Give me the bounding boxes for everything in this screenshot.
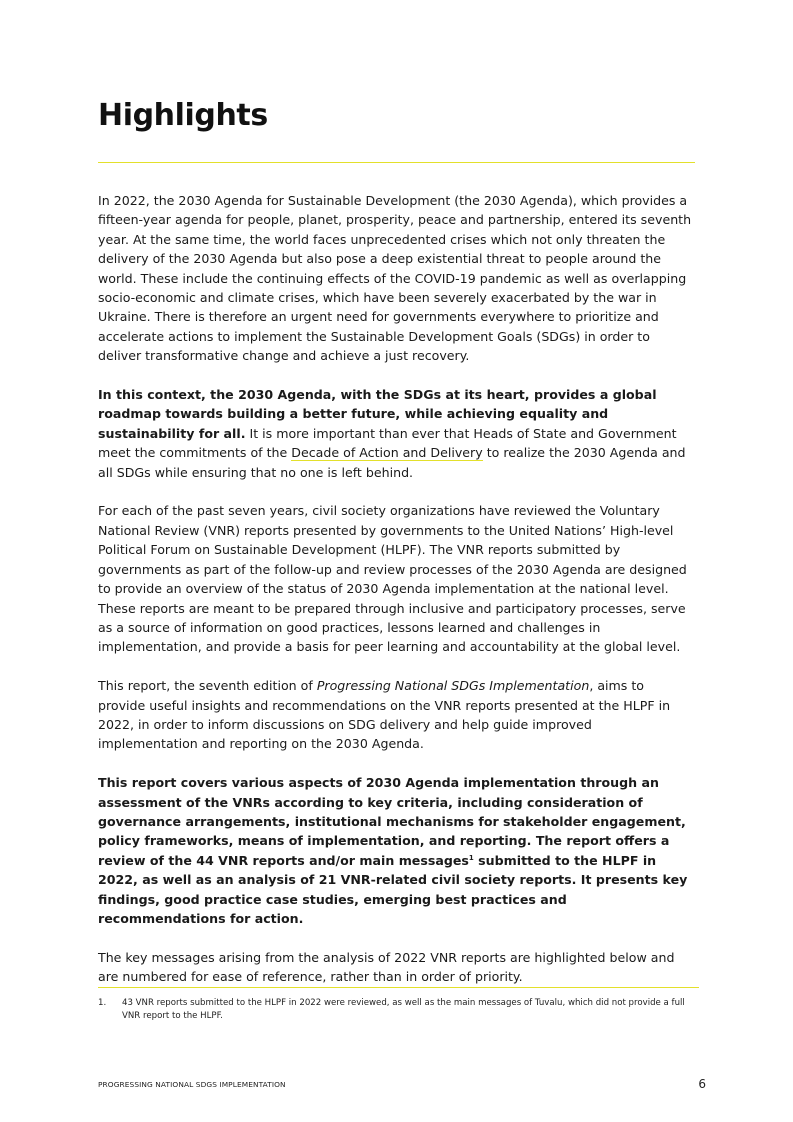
footnote-divider <box>98 987 699 988</box>
page-title: Highlights <box>98 98 268 133</box>
paragraph-intro: In 2022, the 2030 Agenda for Sustainable Development (the 2030 Agenda), which provides a fifteen-year agenda for people, planet, prosperity, peace and partnership, entered its seventh year. At the same time, the world faces unprecedented crises which not only threaten the delivery of the 2030 Agenda but also pose a deep existential threat to people around the world. These include the continuing effects of the COVID-19 pandemic as well as overlapping socio-economic and climate crises, which have been severely exacerbated by the war in Ukraine. There is therefore an urgent need for governments everywhere to prioritize and accelerate actions to implement the Sustainable Development Goals (SDGs) in order to deliver transformative change and achieve a just recovery. <box>98 193 692 364</box>
paragraph-vnr-review: For each of the past seven years, civil society organizations have reviewed the Voluntary National Review (VNR) reports presented by governments to the United Nations’ High-level Political Forum on Sustainable Development (HLPF). The VNR reports submitted by governments as part of the follow-up and review processes of the 2030 Agenda are designed to provide an overview of the status of 2030 Agenda implementation at the national level. These reports are meant to be prepared through inclusive and participatory processes, serve as a source of information on good practices, lessons learned and challenges in implementation, and provide a basis for peer learning and accountability at the global level. <box>98 503 687 655</box>
title-divider <box>98 162 695 163</box>
running-footer-title: PROGRESSING NATIONAL SDGS IMPLEMENTATION <box>98 1080 286 1089</box>
footnote <box>98 997 688 1023</box>
paragraph-report-scope-end: submitted to the HLPF in 2022, as well as an analysis of 21 VNR-related civil society reports. It presents key findings, good practice case studies, emerging best practices and recommendations for action. <box>98 852 688 926</box>
footnote-reference[interactable]: 1 <box>468 853 474 862</box>
report-title-italic: Progressing National SDGs Implementation <box>316 678 590 694</box>
page-number: 6 <box>698 1077 706 1091</box>
footnote-text: 43 VNR reports submitted to the HLPF in 2022 were reviewed, as well as the main messages of Tuvalu, which did not provide a full VNR report to the HLPF. <box>122 998 685 1021</box>
paragraph-report-scope-bold <box>98 775 687 926</box>
paragraph-context-bold: In this context, the 2030 Agenda, with the SDGs at its heart, provides a global roadmap towards building a better future, while achieving equality and sustainability for all. <box>98 387 657 441</box>
paragraph-context-text: It is more important than ever that Heads of State and Government meet the commitments of the <box>98 425 677 461</box>
body-text <box>98 191 695 1006</box>
paragraph-report-edition-start: This report, the seventh edition of <box>98 678 317 694</box>
paragraph-report-scope-start: This report covers various aspects of 2030 Agenda implementation through an assessment of the VNRs according to key criteria, including consideration of governance arrangements, institutional mechanisms for stakeholder engagement, policy frameworks, means of implementation, and reporting. The report offers a review of the 44 VNR reports and/or main messages <box>98 775 686 868</box>
paragraph-report-scope <box>98 773 695 928</box>
paragraph-context-text-end: to realize the 2030 Agenda and all SDGs while ensuring that no one is left behind. <box>98 445 686 480</box>
footnote-number: 1. <box>98 998 107 1008</box>
decade-of-action-link[interactable]: Decade of Action and Delivery <box>291 445 483 461</box>
paragraph-report-edition <box>98 676 695 754</box>
paragraph-report-edition-end: , aims to provide useful insights and recommendations on the VNR reports presented at the HLPF in 2022, in order to inform discussions on SDG delivery and help guide improved implementation and reporting on the 2030 Agenda. <box>98 678 671 752</box>
paragraph-key-messages: The key messages arising from the analysis of 2022 VNR reports are highlighted below and are numbered for ease of reference, rather than in order of priority. <box>98 949 675 985</box>
paragraph-context <box>98 385 695 482</box>
